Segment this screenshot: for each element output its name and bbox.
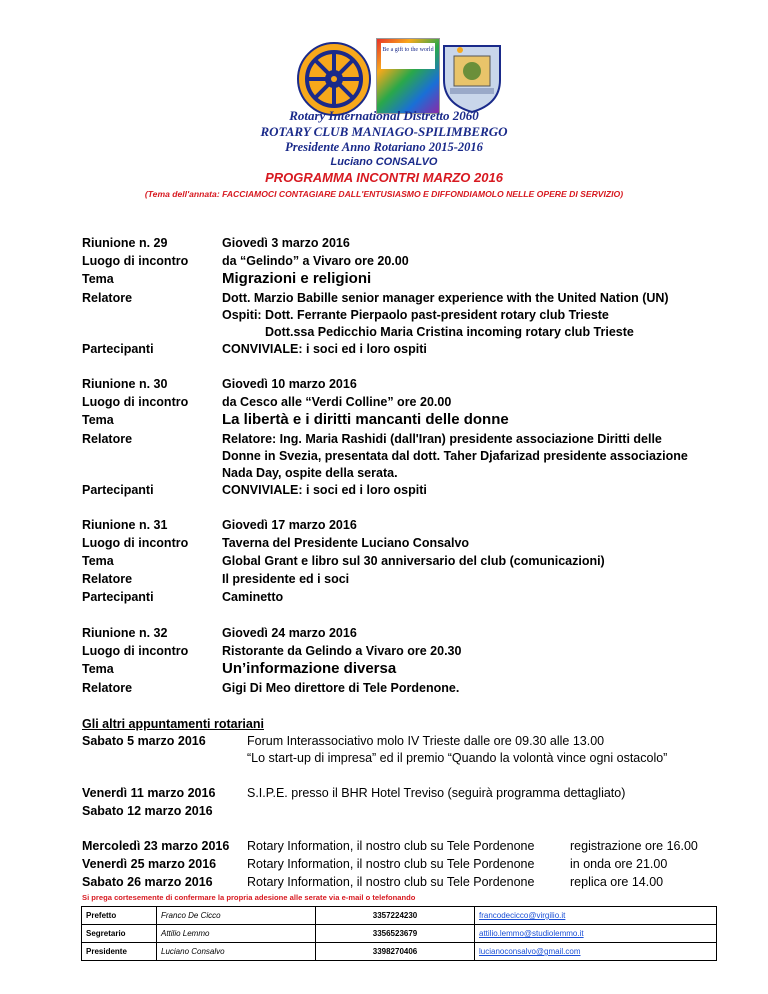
- theme-logo-caption: Be a gift to the world: [381, 43, 435, 69]
- meeting-29-place-label: Luogo di incontro: [82, 254, 189, 268]
- meeting-31-date: Giovedì 17 marzo 2016: [222, 518, 357, 532]
- district-line: Rotary International Distretto 2060: [289, 108, 479, 123]
- contact-email[interactable]: [475, 925, 717, 943]
- contact-name: Attilio Lemmo: [157, 925, 316, 943]
- meeting-32-theme: Un’informazione diversa: [222, 660, 397, 677]
- table-row: [82, 925, 717, 943]
- contact-role: Presidente: [82, 943, 157, 961]
- meeting-30-theme-label: Tema: [82, 413, 114, 427]
- rotary-wheel-logo: [295, 40, 373, 118]
- tv-date: Venerdì 25 marzo 2016: [82, 857, 217, 871]
- meeting-31-theme: Global Grant e libro sul 30 anniversario del club (comunicazioni): [222, 554, 605, 568]
- meeting-29-theme-label: Tema: [82, 272, 114, 286]
- meeting-32-place-label: Luogo di incontro: [82, 644, 189, 658]
- meeting-31-speaker-label: Relatore: [82, 572, 133, 586]
- meeting-29-speaker-line: Ospiti: Dott. Ferrante Pierpaolo past-president rotary club Trieste: [222, 308, 609, 322]
- meeting-32-theme-label: Tema: [82, 662, 114, 676]
- tv-text: Rotary Information, il nostro club su Tele Pordenone: [247, 875, 535, 889]
- tv-text: Rotary Information, il nostro club su Tele Pordenone: [247, 857, 535, 871]
- meeting-30-participants: CONVIVIALE: i soci ed i loro ospiti: [222, 483, 427, 497]
- meeting-32-speaker: Gigi Di Meo direttore di Tele Pordenone.: [222, 681, 460, 695]
- theme-note: (Tema dell'annata: FACCIAMOCI CONTAGIARE DALL'ENTUSIASMO E DIFFONDIAMOLO NELLE OPERE DI SERVIZIO): [144, 189, 624, 199]
- meeting-31-participants: Caminetto: [222, 590, 284, 604]
- contacts-table: [81, 906, 717, 961]
- tv-date: Sabato 26 marzo 2016: [82, 875, 213, 889]
- meeting-31-participants-label: Partecipanti: [82, 590, 154, 604]
- forum-line-2: “Lo start-up di impresa” ed il premio “Quando la volontà vince ogni ostacolo”: [247, 751, 668, 765]
- contact-name: Luciano Consalvo: [157, 943, 316, 961]
- contact-phone: 3357224230: [316, 907, 475, 925]
- meeting-31-speaker: Il presidente ed i soci: [222, 572, 350, 586]
- meeting-32-number: Riunione n. 32: [82, 626, 168, 640]
- meeting-31-place-label: Luogo di incontro: [82, 536, 189, 550]
- sipe-date-2: Sabato 12 marzo 2016: [82, 804, 213, 818]
- email-link[interactable]: attilio.lemmo@studiolemmo.it: [479, 929, 584, 938]
- email-link[interactable]: lucianoconsalvo@gmail.com: [479, 947, 581, 956]
- contact-phone: 3398270406: [316, 943, 475, 961]
- meeting-29-speaker-line: Dott.ssa Pedicchio Maria Cristina incoming rotary club Trieste: [265, 325, 634, 339]
- meeting-29-participants-label: Partecipanti: [82, 342, 154, 356]
- contact-role: Prefetto: [82, 907, 157, 925]
- meeting-30-theme: La libertà e i diritti mancanti delle donne: [222, 411, 509, 428]
- meeting-32-date: Giovedì 24 marzo 2016: [222, 626, 357, 640]
- contact-phone: 3356523679: [316, 925, 475, 943]
- meeting-30-speaker-line: Relatore: Ing. Maria Rashidi (dall'Iran) presidente associazione Diritti delle: [222, 432, 662, 446]
- meeting-30-place-label: Luogo di incontro: [82, 395, 189, 409]
- sipe-date-1: Venerdì 11 marzo 2016: [82, 786, 216, 800]
- meeting-32-speaker-label: Relatore: [82, 681, 133, 695]
- meeting-30-number: Riunione n. 30: [82, 377, 168, 391]
- table-row: [82, 907, 717, 925]
- theme-logo-be-a-gift: [376, 38, 440, 114]
- meeting-30-speaker-line: Donne in Svezia, presentata dal dott. Taher Djafarizad presidente associazione: [222, 449, 688, 463]
- meeting-29-theme: Migrazioni e religioni: [222, 270, 372, 287]
- meeting-30-place: da Cesco alle “Verdi Colline” ore 20.00: [222, 395, 452, 409]
- contact-name: Franco De Cicco: [157, 907, 316, 925]
- table-row: [82, 943, 717, 961]
- meeting-31-theme-label: Tema: [82, 554, 114, 568]
- meeting-29-place: da “Gelindo” a Vivaro ore 20.00: [222, 254, 409, 268]
- tv-note: in onda ore 21.00: [570, 857, 668, 871]
- confirmation-notice: Si prega cortesemente di confermare la propria adesione alle serate via e-mail o telefonando: [82, 893, 416, 902]
- meeting-30-date: Giovedì 10 marzo 2016: [222, 377, 357, 391]
- other-events-heading: Gli altri appuntamenti rotariani: [82, 717, 264, 731]
- meeting-29-participants: CONVIVIALE: i soci ed i loro ospiti: [222, 342, 427, 356]
- meeting-30-speaker-label: Relatore: [82, 432, 133, 446]
- club-name: ROTARY CLUB MANIAGO-SPILIMBERGO: [260, 124, 508, 139]
- club-crest-logo: [440, 40, 504, 114]
- forum-date: Sabato 5 marzo 2016: [82, 734, 206, 748]
- meeting-31-number: Riunione n. 31: [82, 518, 168, 532]
- sipe-text: S.I.P.E. presso il BHR Hotel Treviso (seguirà programma dettagliato): [247, 786, 626, 800]
- contact-email[interactable]: [475, 907, 717, 925]
- forum-line-1: Forum Interassociativo molo IV Trieste dalle ore 09.30 alle 13.00: [247, 734, 605, 748]
- contact-role: Segretario: [82, 925, 157, 943]
- president-name: Luciano CONSALVO: [330, 156, 438, 168]
- meeting-29-speaker-label: Relatore: [82, 291, 133, 305]
- tv-text: Rotary Information, il nostro club su Tele Pordenone: [247, 839, 535, 853]
- president-year: Presidente Anno Rotariano 2015-2016: [285, 140, 483, 154]
- tv-note: replica ore 14.00: [570, 875, 664, 889]
- meeting-29-date: Giovedì 3 marzo 2016: [222, 236, 350, 250]
- contact-email[interactable]: [475, 943, 717, 961]
- meeting-30-speaker-line: Nada Day, ospite della serata.: [222, 466, 398, 480]
- tv-date: Mercoledì 23 marzo 2016: [82, 839, 230, 853]
- program-title: PROGRAMMA INCONTRI MARZO 2016: [265, 170, 503, 185]
- meeting-30-participants-label: Partecipanti: [82, 483, 154, 497]
- meeting-32-place: Ristorante da Gelindo a Vivaro ore 20.30: [222, 644, 462, 658]
- tv-note: registrazione ore 16.00: [570, 839, 698, 853]
- email-link[interactable]: francodecicco@virgilio.it: [479, 911, 566, 920]
- meeting-31-place: Taverna del Presidente Luciano Consalvo: [222, 536, 470, 550]
- meeting-29-speaker-line: Dott. Marzio Babille senior manager experience with the United Nation (UN): [222, 291, 669, 305]
- meeting-29-number: Riunione n. 29: [82, 236, 168, 250]
